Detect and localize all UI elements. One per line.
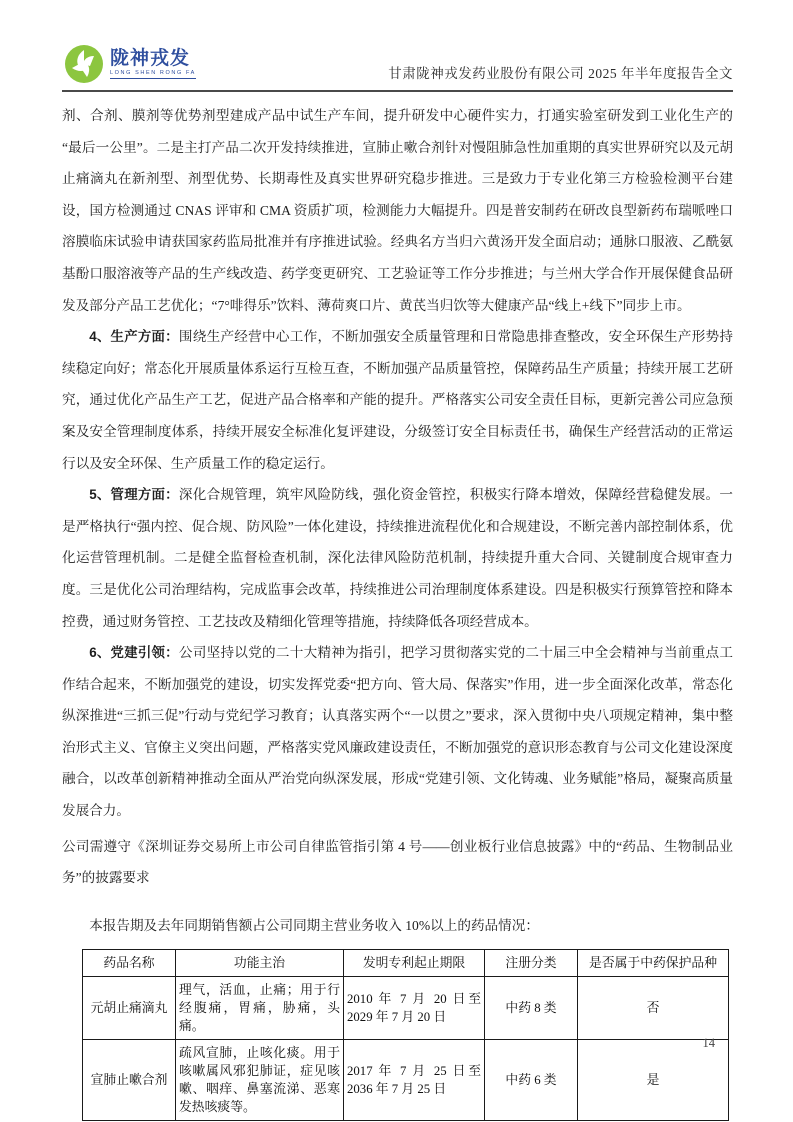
cell-function: 疏风宣肺，止咳化痰。用于咳嗽属风邪犯肺证，症见咳嗽、咽痒、鼻塞流涕、恶寒发热咳痰等。 <box>176 1040 344 1121</box>
table-row-xuanfei <box>83 1040 729 1121</box>
page-header <box>62 0 733 92</box>
logo-text-block <box>110 49 196 79</box>
col-header-patent-term: 发明专利起止期限 <box>344 950 485 977</box>
cell-drug-name: 元胡止痛滴丸 <box>83 977 176 1040</box>
report-title: 甘肃陇神戎发药业股份有限公司 2025 年半年度报告全文 <box>388 66 733 81</box>
paragraph-text: 围绕生产经营中心工作，不断加强安全质量管理和日常隐患排查整改，安全环保生产形势持续稳定向好；常态化开展质量体系运行互检互查，不断加强产品质量管控，保障药品生产质量；持续开展工艺研究，通过优化产品生产工艺，促进产品合格率和产能的提升。严格落实公司安全责任目标，更新完善公司应急预案及安全管理制度体系，持续开展安全标准化复评建设，分级签订安全目标责任书，确保生产经营活动的正常运行以及安全环保、生产质量工作的稳定运行。 <box>62 329 734 471</box>
col-header-function: 功能主治 <box>176 950 344 977</box>
paragraph-lead: 5、管理方面： <box>89 487 179 503</box>
header-divider <box>62 90 733 92</box>
drug-table <box>82 949 729 1121</box>
logo-chinese-name: 陇神戎发 <box>110 48 191 70</box>
page-number: 14 <box>702 1036 715 1050</box>
cell-reg-class: 中药 8 类 <box>485 977 578 1040</box>
paragraph-lead: 4、生产方面： <box>89 329 179 345</box>
cell-tcm-protected: 否 <box>578 977 729 1040</box>
cell-tcm-protected: 是 <box>578 1040 729 1121</box>
drug-table-container <box>82 949 733 1121</box>
col-header-tcm-protected: 是否属于中药保护品种 <box>578 950 729 977</box>
cell-drug-name: 宣肺止嗽合剂 <box>83 1040 176 1121</box>
paragraph-text: 深化合规管理，筑牢风险防线，强化资金管控，积极实行降本增效，保障经营稳健发展。一是严格执行“强内控、促合规、防风险”一体化建设，持续推进流程优化和合规建设，不断完善内部控制体系，优化运营管理机制。二是健全监督检查机制，深化法律风险防范机制，持续提升重大合同、关键制度合规审查力度。三是优化公司治理结构，完成监事会改革，持续推进公司治理制度体系建设。四是积极实行预算管控和降本控费，通过财务管控、工艺技改及精细化管理等措施，持续降低各项经营成本。 <box>62 487 734 629</box>
cell-function: 理气，活血，止痛；用于行经腹痛，胃痛，胁痛，头痛。 <box>176 977 344 1040</box>
logo-english-name: LONG SHEN RONG FA <box>110 71 196 79</box>
table-intro-note: 本报告期及去年同期销售额占公司同期主营业务收入 10%以上的药品情况： <box>89 917 539 933</box>
table-row-yuanhu <box>83 977 729 1040</box>
paragraph-management <box>62 479 733 637</box>
cell-patent-term: 2010 年 7 月 20 日至 2029 年 7 月 20 日 <box>344 977 485 1040</box>
table-header-row <box>83 950 729 977</box>
paragraph-text: 公司坚持以党的二十大精神为指引，把学习贯彻落实党的二十届三中全会精神与当前重点工作结合起来，不断加强党的建设，切实发挥党委“把方向、管大局、保落实”作用，进一步全面深化改革，常态化纵深推进“三抓三促”行动与党纪学习教育；认真落实两个“一以贯之”要求，深入贯彻中央八项规定精神，集中整治形式主义、官僚主义突出问题，严格落实党风廉政建设责任，不断加强党的意识形态教育与公司文化建设深度融合，以改革创新精神推动全面从严治党向纵深发展，形成“党建引领、文化铸魂、业务赋能”格局，凝聚高质量发展合力。 <box>62 645 734 819</box>
cell-reg-class: 中药 6 类 <box>485 1040 578 1121</box>
company-logo <box>64 44 196 84</box>
paragraph-production <box>62 321 733 479</box>
report-body <box>62 100 733 941</box>
paragraph-text: 剂、合剂、膜剂等优势剂型建成产品中试生产车间，提升研发中心硬件实力，打通实验室研发到工业化生产的“最后一公里”。二是主打产品二次开发持续推进，宣肺止嗽合剂针对慢阻肺急性加重期的真实世界研究以及元胡止痛滴丸在新剂型、剂型优势、长期毒性及真实世界研究稳步推进。三是致力于专业化第三方检验检测平台建设，国方检测通过 CNAS 评审和 CMA 资质扩项，检测能力大幅提升。四是普安制药在研改良型新药布瑞哌唑口溶膜临床试验申请获国家药监局批准并有序推进试验。经典名方当归六黄汤开发全面启动；通脉口服液、乙酰氨基酚口服溶液等产品的生产线改造、药学变更研究、工艺验证等工作分步推进；与兰州大学合作开展保健食品研发及部分产品工艺优化；“7°啡得乐”饮料、薄荷爽口片、黄芪当归饮等大健康产品“线上+线下”同步上市。 <box>62 108 733 313</box>
paragraph-lead: 6、党建引领： <box>89 645 179 661</box>
paragraph-rd-continuation <box>62 100 733 321</box>
paragraph-party-building <box>62 637 733 827</box>
disclosure-note: 公司需遵守《深圳证券交易所上市公司自律监管指引第 4 号——创业板行业信息披露》中的“药品、生物制品业务”的披露要求 <box>62 838 733 886</box>
col-header-reg-class: 注册分类 <box>485 950 578 977</box>
logo-pinwheel-icon <box>64 44 104 84</box>
col-header-drug-name: 药品名称 <box>83 950 176 977</box>
cell-patent-term: 2017 年 7 月 25 日至 2036 年 7 月 25 日 <box>344 1040 485 1121</box>
